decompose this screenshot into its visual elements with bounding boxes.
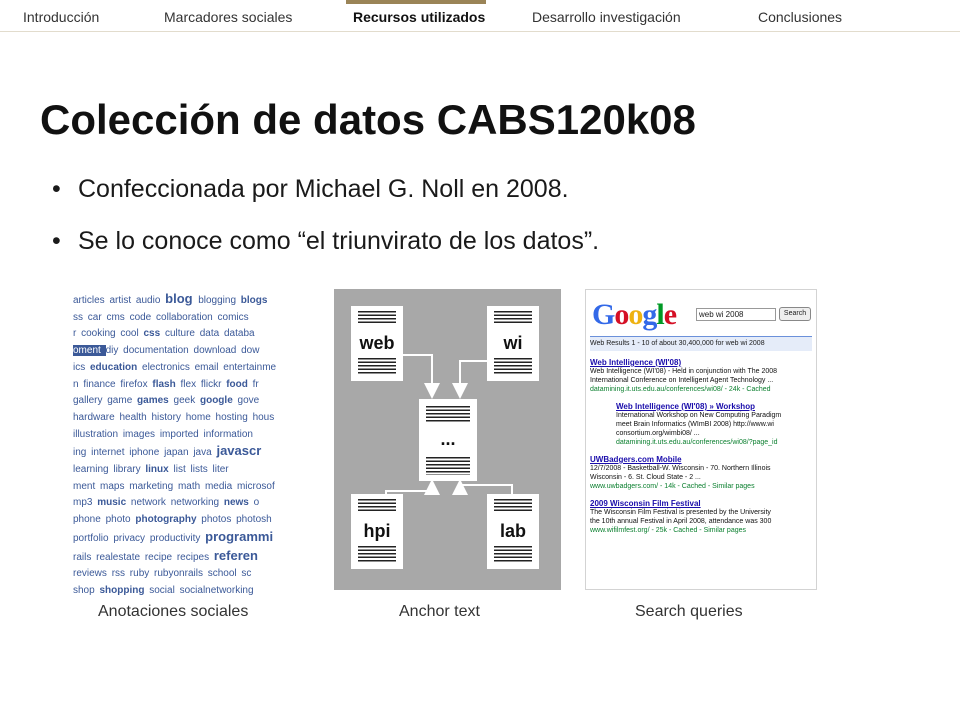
- nav-item-introduccion[interactable]: Introducción: [23, 9, 100, 25]
- doc-lines: [494, 358, 532, 374]
- tag-word: electronics: [142, 361, 195, 373]
- tag-cloud-line: [73, 393, 299, 410]
- tag-word: photo: [105, 514, 136, 526]
- tag-word: culture: [164, 328, 200, 340]
- tag-cloud-line: [73, 326, 299, 343]
- tag-word: ics: [73, 361, 90, 373]
- tag-word: referen: [213, 547, 258, 563]
- tag-word: o: [253, 497, 260, 509]
- result-snippet: meet Brain Informatics (WImBI 2008) http://www.wi: [616, 421, 774, 428]
- doc-box-web: [351, 306, 403, 381]
- tag-word: liter: [212, 464, 229, 476]
- tag-word: shop: [73, 584, 100, 596]
- anchor-text-diagram: [334, 289, 561, 590]
- tag-word: gove: [237, 395, 260, 407]
- result-snippet: International Conference on Intelligent Agent Technology ...: [590, 377, 774, 384]
- doc-lines: [358, 311, 396, 325]
- tag-word: ing: [73, 447, 92, 459]
- tag-word: rails: [73, 551, 97, 563]
- doc-label-wi: wi: [503, 333, 523, 353]
- tag-word: css: [143, 328, 165, 340]
- tag-word: portfolio: [73, 532, 114, 544]
- logo-letter: o: [628, 298, 643, 331]
- tag-cloud-image: [71, 289, 301, 596]
- results-bar: Web Results 1 - 10 of about 30,400,000 for web wi 2008: [590, 336, 812, 351]
- tag-word: firefox: [120, 378, 153, 390]
- tag-word: japan: [164, 447, 194, 459]
- doc-lines: [494, 311, 532, 325]
- tag-word: productivity: [149, 532, 206, 544]
- doc-box-wi: [487, 306, 539, 381]
- tag-word: information: [203, 428, 253, 440]
- tag-word: reviews: [73, 568, 112, 580]
- tag-word: flex: [180, 378, 201, 390]
- tag-word: media: [204, 480, 237, 492]
- tag-word: blogging: [198, 295, 241, 306]
- tag-cloud-line: [73, 360, 299, 377]
- tag-word: recipe: [144, 551, 177, 563]
- results-list: [590, 358, 812, 543]
- search-result: [590, 358, 812, 394]
- section-navbar: [0, 0, 960, 32]
- logo-letter: g: [642, 298, 657, 331]
- doc-box-lab: [487, 494, 539, 569]
- result-snippet: the 10th annual Festival in April 2008, attendance was 300: [590, 518, 772, 525]
- result-snippet: International Workshop on New Computing Paradigm: [616, 412, 782, 419]
- tag-word: games: [137, 395, 174, 407]
- nav-item-marcadores-sociales[interactable]: Marcadores sociales: [164, 9, 293, 25]
- tag-word: geek: [173, 395, 200, 407]
- tag-cloud: [71, 289, 301, 602]
- result-snippet: The Wisconsin Film Festival is presented by the University: [590, 509, 771, 516]
- tag-word: entertainme: [223, 361, 277, 373]
- tag-word: photos: [201, 514, 237, 526]
- logo-letter: o: [614, 298, 629, 331]
- tag-word: recipes: [176, 551, 214, 563]
- tag-cloud-line: [73, 291, 299, 310]
- tag-word: history: [151, 411, 186, 423]
- nav-active-indicator: [346, 0, 486, 4]
- tag-word: privacy: [113, 532, 150, 544]
- google-logo: [592, 298, 676, 332]
- tag-cloud-line: [73, 462, 299, 479]
- tag-word: blogs: [240, 295, 268, 306]
- caption-anchor-text: Anchor text: [399, 603, 480, 620]
- tag-word: photography: [135, 514, 202, 526]
- tag-cloud-line: [73, 583, 299, 600]
- tag-word: comics: [217, 311, 249, 323]
- tag-cloud-line: [73, 566, 299, 583]
- tag-word: networking: [170, 497, 224, 509]
- result-snippet: Wisconsin - 6. St. Cloud State - 2 ...: [590, 474, 701, 481]
- tag-cloud-line: [73, 529, 299, 548]
- tag-word: collaboration: [156, 311, 218, 323]
- tag-word: hous: [252, 411, 275, 423]
- tag-word: list: [173, 464, 191, 476]
- tag-word: sc: [241, 568, 252, 580]
- doc-label-lab: lab: [499, 521, 526, 541]
- search-query-box: web wi 2008: [696, 308, 776, 321]
- tag-word: documentation: [123, 345, 194, 357]
- tag-word: car: [87, 311, 107, 323]
- tag-word: lists: [190, 464, 213, 476]
- tag-word: flash: [152, 378, 181, 390]
- doc-box-hpi: [351, 494, 403, 569]
- tag-word: java: [193, 447, 217, 459]
- caption-anotaciones-sociales: Anotaciones sociales: [98, 603, 249, 620]
- tag-word: gallery: [73, 395, 108, 407]
- tag-word: school: [207, 568, 242, 580]
- result-title: UWBadgers.com Mobile: [590, 455, 682, 464]
- tag-word: javascr: [216, 443, 262, 459]
- tag-word: fr: [252, 378, 259, 390]
- tag-word: imported: [159, 428, 204, 440]
- doc-lines: [358, 358, 396, 374]
- tag-word: math: [177, 480, 205, 492]
- tag-word: network: [130, 497, 171, 509]
- bullet-text: Confeccionada por Michael G. Noll en 2008.: [78, 175, 569, 203]
- tag-word: cms: [106, 311, 130, 323]
- tag-word: ss: [73, 311, 88, 323]
- tag-word: r: [73, 328, 82, 340]
- logo-letter: l: [656, 298, 664, 331]
- tag-word: illustration: [73, 428, 123, 440]
- result-url: www.wifilmfest.org/ - 25k - Cached - Similar pages: [590, 527, 746, 534]
- nav-divider: [0, 31, 960, 32]
- tag-word: blog: [165, 291, 199, 306]
- nav-item-recursos-utilizados[interactable]: Recursos utilizados: [353, 9, 486, 25]
- tag-word: email: [194, 361, 224, 373]
- result-snippet: Web Intelligence (WI'08) - Held in conjunction with The 2008: [590, 368, 778, 375]
- result-snippet: consortium.org/wimbi08/ ...: [616, 430, 700, 437]
- tag-word: code: [129, 311, 157, 323]
- tag-cloud-line: [73, 479, 299, 496]
- nav-item-conclusiones[interactable]: Conclusiones: [758, 9, 843, 25]
- tag-cloud-line: [73, 410, 299, 427]
- tag-word: food: [226, 378, 253, 390]
- doc-lines: [358, 546, 396, 562]
- doc-label-hpi: hpi: [363, 521, 391, 541]
- tag-word: data: [199, 328, 224, 340]
- caption-search-queries: Search queries: [635, 603, 743, 620]
- tag-word: finance: [83, 378, 121, 390]
- tag-word: linux: [145, 464, 174, 476]
- tag-cloud-line: [73, 548, 299, 567]
- tag-word: google: [199, 395, 238, 407]
- tag-word: images: [122, 428, 160, 440]
- tag-word: rss: [111, 568, 130, 580]
- bullet-item: [52, 176, 599, 202]
- tag-word: socialnetworking: [179, 584, 254, 596]
- tag-cloud-line: [73, 427, 299, 444]
- bullet-list: [52, 176, 599, 280]
- result-url: datamining.it.uts.edu.au/conferences/wi08/?page_id: [616, 439, 778, 446]
- tag-word: education: [90, 361, 143, 373]
- tag-word: hosting: [215, 411, 253, 423]
- tag-word: game: [107, 395, 138, 407]
- tag-word: flickr: [200, 378, 227, 390]
- tag-word: mp3: [73, 497, 98, 509]
- logo-letter: e: [663, 298, 677, 331]
- result-url: datamining.it.uts.edu.au/conferences/wi08/ - 24k - Cached: [590, 386, 771, 393]
- search-result: [590, 499, 812, 535]
- doc-lines: [426, 406, 470, 422]
- tag-word: oment: [73, 345, 106, 357]
- result-title: Web Intelligence (WI'08): [590, 358, 682, 367]
- tag-cloud-line: [73, 310, 299, 327]
- tag-word: phone: [73, 514, 106, 526]
- search-result: [616, 402, 812, 447]
- bullet-text: Se lo conoce como “el triunvirato de los datos”.: [78, 227, 600, 255]
- tag-word: ment: [73, 480, 101, 492]
- tag-word: diy: [105, 345, 124, 357]
- tag-word: databa: [224, 328, 255, 340]
- search-result: [590, 455, 812, 491]
- slide-title: Colección de datos CABS120k08: [40, 96, 696, 143]
- result-snippet: 12/7/2008 - Basketball-W. Wisconsin - 70. Northern Illinois: [590, 465, 771, 472]
- tag-word: download: [193, 345, 242, 357]
- tag-word: dow: [241, 345, 260, 357]
- search-results-image: [585, 289, 817, 590]
- doc-lines: [494, 499, 532, 513]
- doc-label-ellipsis: ...: [440, 429, 456, 449]
- tag-word: social: [149, 584, 180, 596]
- result-title: 2009 Wisconsin Film Festival: [590, 499, 701, 508]
- tag-word: library: [113, 464, 146, 476]
- doc-lines: [426, 457, 470, 475]
- nav-item-desarrollo-investigacion[interactable]: Desarrollo investigación: [532, 9, 681, 25]
- bullet-item: [52, 228, 599, 254]
- tag-word: health: [119, 411, 152, 423]
- result-url: www.uwbadgers.com/ - 14k - Cached - Similar pages: [590, 483, 755, 490]
- tag-word: learning: [73, 464, 114, 476]
- tag-cloud-line: [73, 343, 299, 360]
- tag-word: iphone: [129, 447, 165, 459]
- search-button: Search: [779, 307, 811, 321]
- doc-lines: [358, 499, 396, 513]
- tag-word: music: [97, 497, 131, 509]
- result-title: Web Intelligence (WI'08) » Workshop: [616, 402, 755, 411]
- tag-word: news: [223, 497, 254, 509]
- tag-word: realestate: [96, 551, 145, 563]
- tag-cloud-line: [73, 495, 299, 512]
- tag-word: cooking: [81, 328, 121, 340]
- doc-label-web: web: [359, 333, 395, 353]
- tag-word: shopping: [99, 584, 150, 596]
- tag-word: maps: [100, 480, 130, 492]
- tag-word: hardware: [73, 411, 120, 423]
- tag-word: marketing: [129, 480, 178, 492]
- tag-cloud-line: [73, 512, 299, 529]
- tag-word: audio: [135, 295, 166, 306]
- logo-letter: G: [592, 298, 615, 331]
- tag-word: internet: [91, 447, 130, 459]
- tag-word: ruby: [129, 568, 155, 580]
- tag-word: articles: [73, 295, 110, 306]
- doc-lines: [494, 546, 532, 562]
- doc-box-center: [419, 399, 477, 481]
- tag-word: cool: [120, 328, 144, 340]
- tag-word: microsof: [236, 480, 275, 492]
- tag-word: programmi: [205, 528, 274, 544]
- tag-word: artist: [109, 295, 136, 306]
- bullet-dot: •: [52, 227, 61, 255]
- tag-cloud-line: [73, 443, 299, 462]
- tag-word: photosh: [236, 514, 272, 526]
- tag-word: home: [185, 411, 216, 423]
- tag-word: n: [73, 378, 84, 390]
- tag-cloud-line: [73, 377, 299, 394]
- bullet-dot: •: [52, 175, 61, 203]
- tag-word: rubyonrails: [154, 568, 208, 580]
